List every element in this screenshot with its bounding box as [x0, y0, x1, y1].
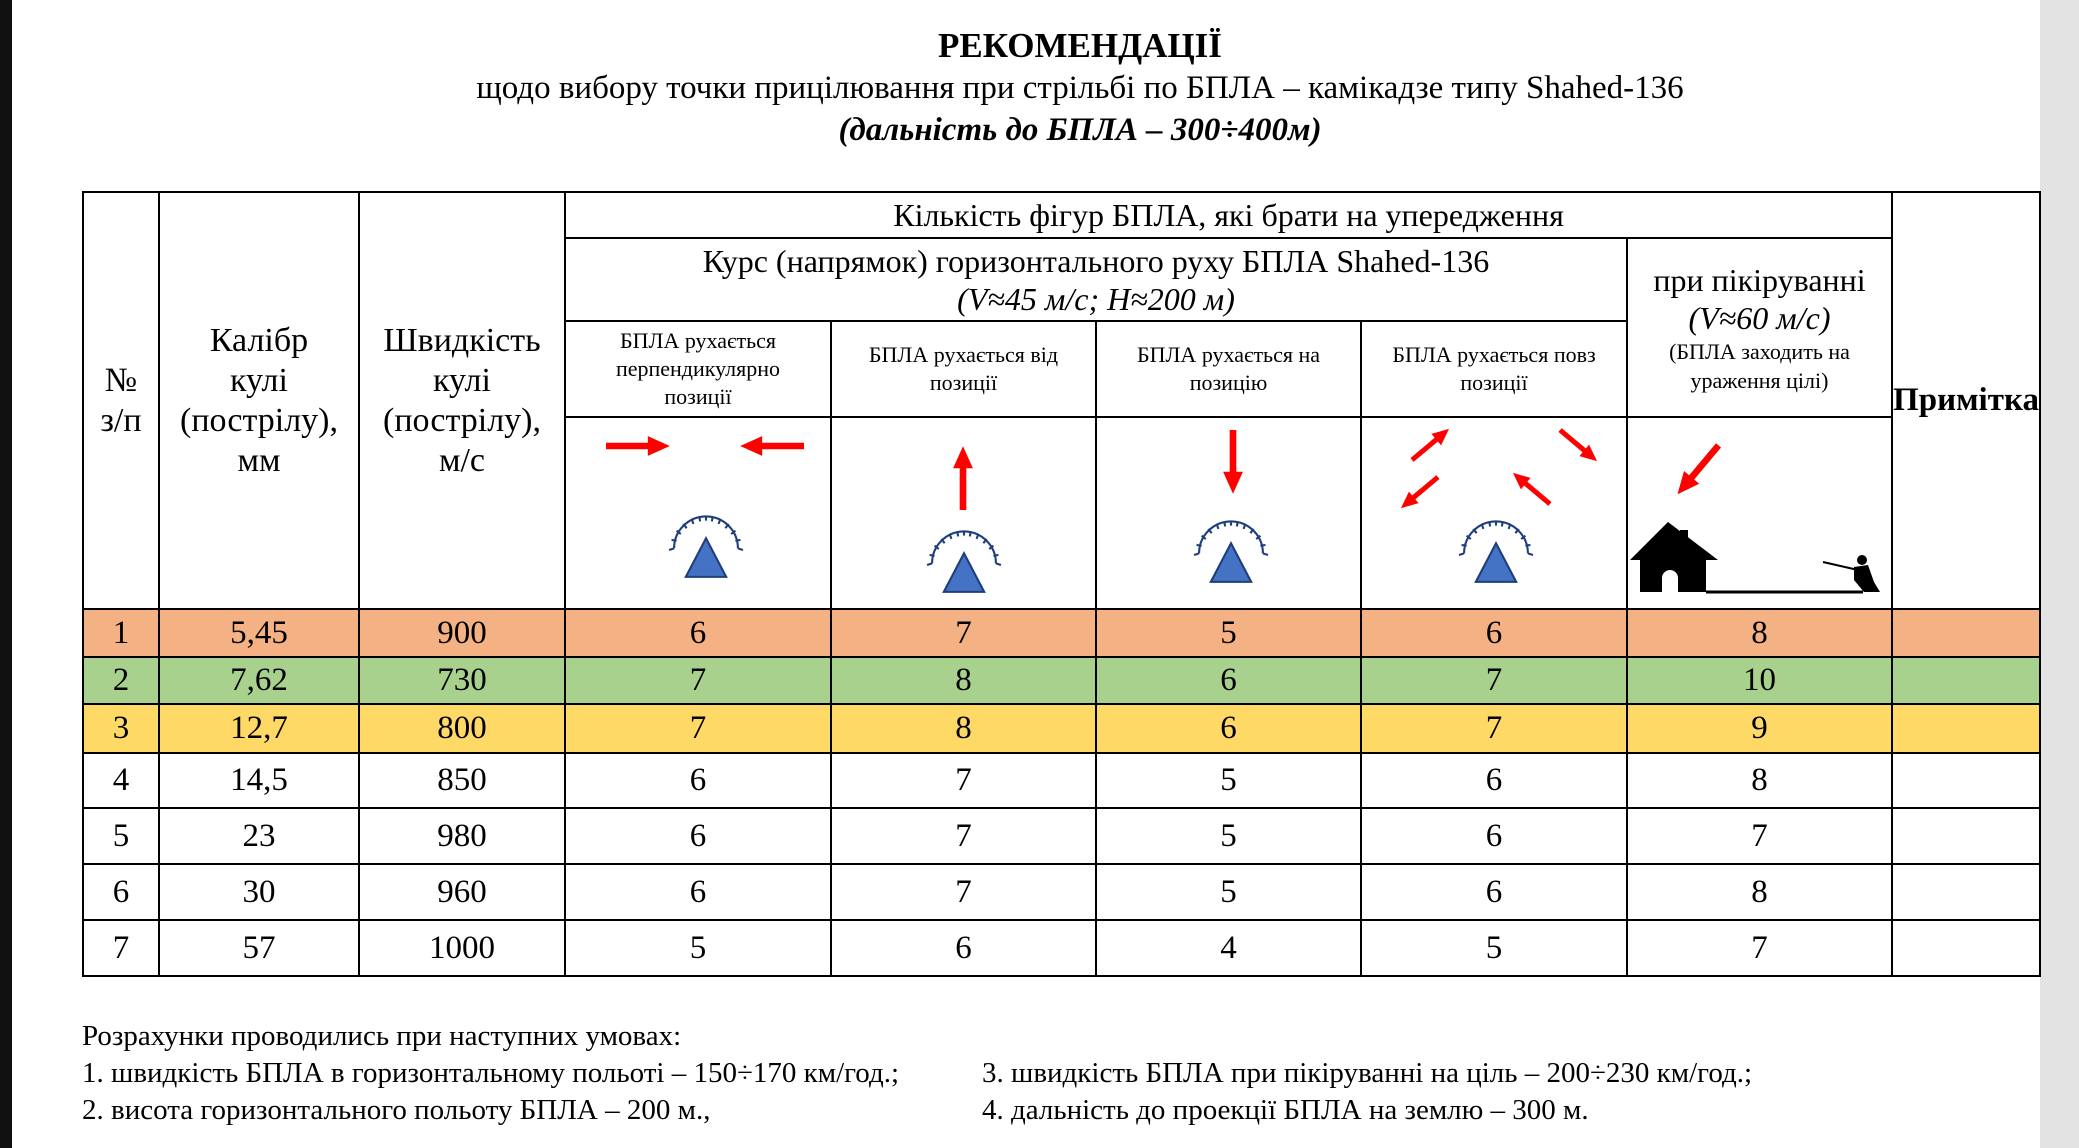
sight-triangle-icon: [669, 516, 743, 577]
document-title: РЕКОМЕНДАЦІЇ: [938, 26, 1222, 65]
cell-perp: 6: [565, 609, 831, 657]
cell-dive: 7: [1627, 808, 1892, 864]
cell-dive: 8: [1627, 609, 1892, 657]
header-note: Примітка: [1892, 192, 2040, 609]
cell-note: [1892, 753, 2040, 808]
table-row: [83, 864, 2040, 920]
notes-item-2: 2. висота горизонтального польоту БПЛА – 200 м.,: [82, 1094, 711, 1126]
document-subtitle: щодо вибору точки прицілювання при стрільбі по БПЛА – камікадзе типу Shahed-136: [476, 70, 1684, 106]
cell-caliber: 57: [159, 920, 359, 976]
header-dive: при пікіруванні (V≈60 м/с) (БПЛА заходить на ураження цілі): [1627, 238, 1892, 417]
icon-cell-dive: [1627, 417, 1892, 609]
cell-past: 6: [1361, 753, 1627, 808]
cell-caliber: 5,45: [159, 609, 359, 657]
cell-from: 8: [831, 704, 1096, 753]
cell-dive: 8: [1627, 864, 1892, 920]
sight-triangle-icon: [927, 531, 1001, 592]
cell-dive: 10: [1627, 657, 1892, 704]
cell-num: 2: [83, 657, 159, 704]
cell-from: 7: [831, 753, 1096, 808]
cell-past: 6: [1361, 808, 1627, 864]
cell-to: 5: [1096, 609, 1361, 657]
notes-item-1: 1. швидкість БПЛА в горизонтальному польоті – 150÷170 км/год.;: [82, 1057, 900, 1089]
cell-dive: 8: [1627, 753, 1892, 808]
arrows-diagonal-icon: [1362, 420, 1624, 606]
cell-num: 3: [83, 704, 159, 753]
cell-note: [1892, 808, 2040, 864]
cell-speed: 730: [359, 657, 565, 704]
notes-item-3: 3. швидкість БПЛА при пікіруванні на ціль – 200÷230 км/год.;: [982, 1057, 1753, 1089]
sight-triangle-icon: [1459, 521, 1533, 582]
cell-perp: 7: [565, 704, 831, 753]
cell-dive: 7: [1627, 920, 1892, 976]
cell-speed: 800: [359, 704, 565, 753]
header-speed: Швидкість кулі (пострілу), м/с: [359, 192, 565, 609]
cell-num: 5: [83, 808, 159, 864]
table-row: [83, 609, 2040, 657]
cell-past: 7: [1361, 657, 1627, 704]
cell-num: 4: [83, 753, 159, 808]
cell-perp: 7: [565, 657, 831, 704]
cell-to: 6: [1096, 657, 1361, 704]
cell-perp: 6: [565, 753, 831, 808]
header-col-perpendicular: БПЛА рухається перпендикулярно позиції: [565, 321, 831, 417]
cell-past: 6: [1361, 609, 1627, 657]
cell-perp: 6: [565, 864, 831, 920]
house-soldier-icon: [1628, 420, 1890, 606]
header-lead-title: Кількість фігур БПЛА, які брати на упередження: [565, 192, 1892, 238]
cell-to: 5: [1096, 864, 1361, 920]
cell-to: 5: [1096, 753, 1361, 808]
cell-past: 7: [1361, 704, 1627, 753]
cell-note: [1892, 864, 2040, 920]
cell-from: 7: [831, 808, 1096, 864]
icon-cell-past: [1361, 417, 1627, 609]
table-row: [83, 657, 2040, 704]
cell-caliber: 30: [159, 864, 359, 920]
right-edge-strip: [2040, 0, 2079, 1148]
sight-triangle-icon: [1194, 521, 1268, 582]
header-number: № з/п: [83, 192, 159, 609]
notes-item-4: 4. дальність до проекції БПЛА на землю – 300 м.: [982, 1094, 1589, 1126]
arrows-perpendicular-icon: [566, 420, 828, 606]
cell-caliber: 12,7: [159, 704, 359, 753]
cell-perp: 5: [565, 920, 831, 976]
recommendations-table: [82, 191, 2041, 977]
header-course: Курс (напрямок) горизонтального руху БПЛА Shahed-136 (V≈45 м/с; H≈200 м): [565, 238, 1627, 321]
cell-note: [1892, 657, 2040, 704]
cell-caliber: 14,5: [159, 753, 359, 808]
cell-num: 7: [83, 920, 159, 976]
cell-from: 7: [831, 864, 1096, 920]
cell-caliber: 23: [159, 808, 359, 864]
table-row: [83, 808, 2040, 864]
cell-speed: 900: [359, 609, 565, 657]
cell-num: 1: [83, 609, 159, 657]
header-col-past: БПЛА рухається повз позиції: [1361, 321, 1627, 417]
left-edge-strip: [0, 0, 12, 1148]
cell-speed: 1000: [359, 920, 565, 976]
arrow-down-icon: [1097, 420, 1359, 606]
notes-heading: Розрахунки проводились при наступних умовах:: [82, 1020, 682, 1052]
document-range: (дальність до БПЛА – 300÷400м): [838, 112, 1322, 148]
table-row: [83, 753, 2040, 808]
cell-from: 6: [831, 920, 1096, 976]
cell-from: 8: [831, 657, 1096, 704]
arrow-up-icon: [832, 420, 1094, 606]
table-row: [83, 920, 2040, 976]
cell-note: [1892, 704, 2040, 753]
cell-from: 7: [831, 609, 1096, 657]
cell-dive: 9: [1627, 704, 1892, 753]
cell-past: 6: [1361, 864, 1627, 920]
notes-block: [82, 1018, 899, 1129]
table-row: [83, 704, 2040, 753]
cell-to: 5: [1096, 808, 1361, 864]
header-caliber: Калібр кулі (пострілу), мм: [159, 192, 359, 609]
cell-note: [1892, 609, 2040, 657]
cell-speed: 850: [359, 753, 565, 808]
icon-cell-to: [1096, 417, 1361, 609]
cell-note: [1892, 920, 2040, 976]
header-col-to: БПЛА рухається на позицію: [1096, 321, 1361, 417]
cell-to: 4: [1096, 920, 1361, 976]
cell-num: 6: [83, 864, 159, 920]
cell-past: 5: [1361, 920, 1627, 976]
cell-perp: 6: [565, 808, 831, 864]
notes-block-right: [982, 1055, 1752, 1129]
cell-speed: 980: [359, 808, 565, 864]
cell-caliber: 7,62: [159, 657, 359, 704]
cell-to: 6: [1096, 704, 1361, 753]
icon-cell-perpendicular: [565, 417, 831, 609]
header-col-from: БПЛА рухається від позиції: [831, 321, 1096, 417]
cell-speed: 960: [359, 864, 565, 920]
icon-cell-from: [831, 417, 1096, 609]
